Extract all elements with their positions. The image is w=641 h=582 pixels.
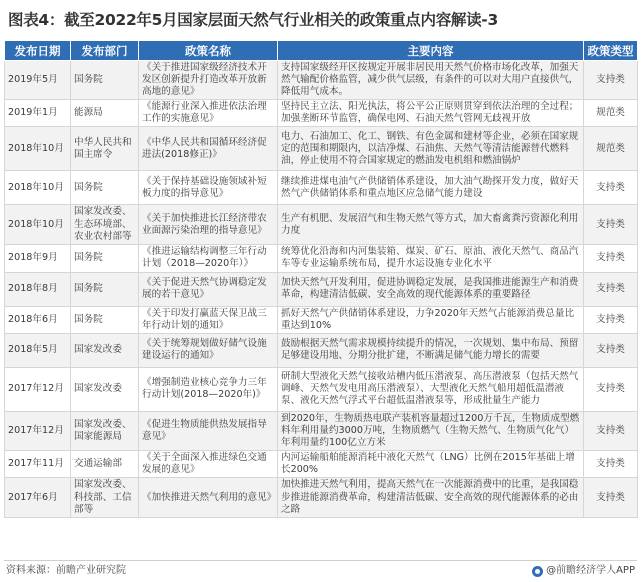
cell-content: 统筹优化沿海和内河集装箱、煤炭、矿石、原油、液化天然气、商品汽车等专业运输系统布局，提升水运设施专业化水平 (278, 244, 584, 272)
cell-policy-name: 《关于加快推进长江经济带农业面源污染治理的指导意见》 (139, 205, 278, 244)
cell-type: 支持类 (584, 478, 638, 517)
cell-date: 2017年11月 (5, 451, 71, 478)
page-title: 图表4：截至2022年5月国家层面天然气行业相关的政策重点内容解读-3 (8, 11, 498, 29)
cell-dept: 国家发改委、国家能源局 (71, 411, 139, 450)
table-row (5, 333, 638, 367)
cell-date: 2019年5月 (5, 61, 71, 100)
cell-dept: 国务院 (71, 171, 139, 205)
cell-dept: 国务院 (71, 272, 139, 306)
cell-type: 支持类 (584, 411, 638, 450)
source-note: 资料来源：前瞻产业研究院 (6, 565, 126, 576)
cell-type: 支持类 (584, 333, 638, 367)
header-type: 政策类型 (584, 41, 638, 61)
cell-policy-name: 《关于全面深入推进绿色交通发展的意见》 (139, 451, 278, 478)
cell-date: 2018年6月 (5, 306, 71, 333)
table-row (5, 244, 638, 272)
cell-type: 支持类 (584, 171, 638, 205)
table-header-row (5, 41, 638, 61)
table-row (5, 272, 638, 306)
cell-content: 研制大型液化天然气接收站槽内低压潜液泵、高压潜液泵（包括天然气调峰、天然气发电用高压潜液泵）、大型液化天然气船用超低温潜液泵、液化天然气浮式平台超低温潜液泵等，形成批量生产能力 (278, 367, 584, 411)
table-row (5, 367, 638, 411)
cell-date: 2018年10月 (5, 205, 71, 244)
cell-dept: 国家发改委 (71, 367, 139, 411)
cell-policy-name: 《关于推进国家级经济技术开发区创新提升打造改革开放新高地的意见》 (139, 61, 278, 100)
cell-dept: 国家发改委、科技部、工信部等 (71, 478, 139, 517)
cell-content: 加快推进天然气利用，提高天然气在一次能源消费中的比重，是我国稳步推进能源消费革命，构建清洁低碳、安全高效的现代能源体系的必由之路 (278, 478, 584, 517)
cell-type: 支持类 (584, 61, 638, 100)
cell-content: 鼓励根据天然气需求规模持续提升的情况，一次规划、集中布局、预留足够建设用地、分期分批扩建，不断满足储气能力增长的需要 (278, 333, 584, 367)
cell-type: 规范类 (584, 100, 638, 127)
cell-date: 2018年10月 (5, 127, 71, 171)
header-content: 主要内容 (278, 41, 584, 61)
table-row (5, 100, 638, 127)
cell-policy-name: 《中华人民共和国循环经济促进法(2018修正)》 (139, 127, 278, 171)
cell-policy-name: 《关于促进天然气协调稳定发展的若干意见》 (139, 272, 278, 306)
cell-date: 2018年5月 (5, 333, 71, 367)
cell-dept: 中华人民共和国主席令 (71, 127, 139, 171)
cell-dept: 国家发改委、生态环境部、农业农村部等 (71, 205, 139, 244)
header-dept: 发布部门 (71, 41, 139, 61)
cell-dept: 国务院 (71, 61, 139, 100)
header-date: 发布日期 (5, 41, 71, 61)
cell-policy-name: 《能源行业深入推进依法治理工作的实施意见》 (139, 100, 278, 127)
cell-date: 2017年12月 (5, 411, 71, 450)
table-row (5, 411, 638, 450)
brand-label: @前瞻经济学人APP (546, 565, 635, 576)
header-name: 政策名称 (139, 41, 278, 61)
cell-date: 2017年12月 (5, 367, 71, 411)
cell-dept: 国务院 (71, 306, 139, 333)
cell-dept: 国务院 (71, 244, 139, 272)
brand (532, 562, 635, 580)
cell-content: 到2020年，生物质热电联产装机容量超过1200万千瓦，生物质成型燃料年利用量约3000万吨，生物质燃气（生物天然气、生物质气化气）年利用量约100亿立方米 (278, 411, 584, 450)
cell-date: 2019年1月 (5, 100, 71, 127)
cell-type: 支持类 (584, 367, 638, 411)
cell-date: 2018年9月 (5, 244, 71, 272)
cell-policy-name: 《促进生物质能供热发展指导意见》 (139, 411, 278, 450)
cell-policy-name: 《加快推进天然气利用的意见》 (139, 478, 278, 517)
table-row (5, 451, 638, 478)
table-row (5, 205, 638, 244)
cell-type: 支持类 (584, 244, 638, 272)
cell-content: 加快天然气开发利用，促进协调稳定发展，是我国推进能源生产和消费革命，构建清洁低碳、安全高效的现代能源体系的重要路径 (278, 272, 584, 306)
cell-policy-name: 《关于保持基础设施领域补短板力度的指导意见》 (139, 171, 278, 205)
cell-type: 规范类 (584, 127, 638, 171)
cell-policy-name: 《增强制造业核心竞争力三年行动计划(2018—2020年)》 (139, 367, 278, 411)
policy-table (4, 40, 638, 518)
brand-logo-icon (532, 566, 543, 577)
table-row (5, 306, 638, 333)
cell-dept: 能源局 (71, 100, 139, 127)
cell-date: 2018年10月 (5, 171, 71, 205)
cell-type: 支持类 (584, 272, 638, 306)
cell-type: 支持类 (584, 451, 638, 478)
cell-content: 电力、石油加工、化工、钢铁、有色金属和建材等企业，必须在国家规定的范围和期限内，以洁净煤、石油焦、天然气等清洁能源替代燃料油，停止使用不符合国家规定的燃油发电机组和燃油锅炉 (278, 127, 584, 171)
cell-type: 支持类 (584, 306, 638, 333)
cell-dept: 国家发改委 (71, 333, 139, 367)
cell-content: 内河运输船舶能源消耗中液化天然气（LNG）比例在2015年基础上增长200% (278, 451, 584, 478)
table-row (5, 478, 638, 517)
cell-content: 继续推进煤电油气产供储销体系建设，加大油气勘探开发力度，做好天然气产供储销体系和重点地区应急储气能力建设 (278, 171, 584, 205)
cell-policy-name: 《关于印发打赢蓝天保卫战三年行动计划的通知》 (139, 306, 278, 333)
cell-policy-name: 《推进运输结构调整三年行动计划（2018—2020年）》 (139, 244, 278, 272)
cell-content: 抓好天然气产供储销体系建设，力争2020年天然气占能源消费总量比重达到10% (278, 306, 584, 333)
cell-content: 生产有机肥、发展沼气和生物天然气等方式，加大畜禽粪污资源化利用力度 (278, 205, 584, 244)
cell-dept: 交通运输部 (71, 451, 139, 478)
table-row (5, 171, 638, 205)
footer (4, 560, 637, 578)
cell-content: 坚持民主立法、阳光执法，将公平公正原则贯穿到依法治理的全过程；加强垄断环节监管，确保电网、石油天然气管网无歧视开放 (278, 100, 584, 127)
table-row (5, 61, 638, 100)
cell-policy-name: 《关于统筹规划做好储气设施建设运行的通知》 (139, 333, 278, 367)
cell-content: 支持国家级经开区按规定开展非居民用天然气价格市场化改革，加强天然气输配价格监管，减少供气层级，有条件的可以对大用户直接供气，降低用气成本。 (278, 61, 584, 100)
cell-date: 2017年6月 (5, 478, 71, 517)
table-row (5, 127, 638, 171)
cell-date: 2018年8月 (5, 272, 71, 306)
cell-type: 支持类 (584, 205, 638, 244)
